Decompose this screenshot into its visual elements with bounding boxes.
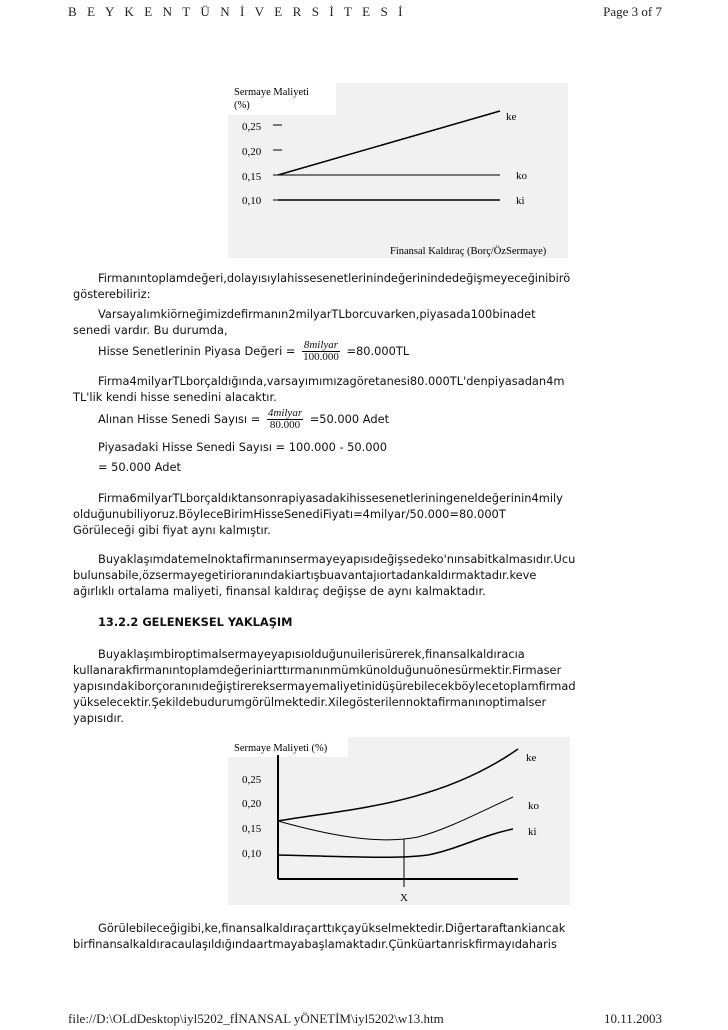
text-line: Görülebileceğigibi,ke,finansalkaldıraçarttıkçayükselmektedir.Diğertaraftankiancak: [98, 921, 566, 935]
paragraph-1: [73, 270, 664, 302]
text-line: kullanarakfirmanıntoplamdeğeriniarttırmanınmümkünolduğunuönesürmektir.Firmaser: [73, 663, 562, 677]
text-line: Firmanıntoplamdeğeri,dolayısıylahissesenetlerinindeğerinindedeğişmeyeceğinibirö: [98, 271, 571, 285]
text-line: Buyaklaşımdatemelnoktafirmanınsermayeyapısıdeğişsedeko'nınsabitkalmasıdır.Ucu: [98, 552, 576, 566]
fraction-numerator: 4milyar: [267, 407, 303, 419]
fig1-xlabel: Finansal Kaldıraç (Borç/ÖzSermaye): [390, 246, 547, 257]
fraction: [267, 408, 303, 431]
fig2-ki-label: ki: [528, 826, 537, 838]
text-line: gösterebiliriz:: [73, 287, 151, 301]
figure-1: [228, 83, 568, 258]
paragraph-7: [73, 920, 664, 952]
formula-result: =50.000 Adet: [309, 412, 390, 426]
fraction: [302, 340, 340, 363]
text-market-shares: Piyasadaki Hisse Senedi Sayısı = 100.000 - 50.000: [98, 440, 388, 454]
formula-result: =80.000TL: [346, 344, 410, 358]
text-line: yapısıdır.: [73, 711, 124, 725]
text-line: ağırlıklı ortalama maliyeti, finansal kaldıraç değişse de aynı kalmaktadır.: [73, 584, 486, 598]
fig2-tick: 0,15: [242, 823, 262, 835]
text-line: olduğunubiliyoruz.BöyleceBirimHisseSenediFiyatı=4milyar/50.000=80.000T: [73, 507, 506, 521]
text-line: Firma4milyarTLborçaldığında,varsayımımızagöretanesi80.000TL'denpiyasadan4m: [98, 374, 565, 388]
section-heading: 13.2.2 GELENEKSEL YAKLAŞIM: [98, 615, 293, 629]
fig2-ke-label: ke: [526, 752, 537, 764]
fig1-tick: 0,20: [242, 146, 262, 158]
fraction-numerator: 8milyar: [303, 339, 339, 351]
figure-2: [228, 737, 570, 905]
fig1-tick: 0,10: [242, 195, 262, 207]
text-line: senedi vardır. Bu durumda,: [73, 323, 228, 337]
formula-bought-shares: [73, 408, 389, 431]
fig1-tick: 0,15: [242, 171, 262, 183]
paragraph-6: [73, 646, 664, 726]
fig2-x-marker-label: X: [400, 892, 408, 904]
text-share-result: = 50.000 Adet: [98, 460, 181, 474]
page-number: Page 3 of 7: [603, 4, 662, 19]
text-line: yapısındakiborçoranınıdeğiştirereksermayemaliyetinidüşürebilecekböylecetoplamfirmad: [73, 679, 576, 693]
text-line: TL'lik kendi hisse senedini alacaktır.: [73, 390, 277, 404]
university-header: B E Y K E N T Ü N İ V E R S İ T E S İ: [68, 4, 407, 19]
fig1-ko-label: ko: [516, 170, 527, 182]
fig2-ko-curve: [278, 797, 513, 840]
fraction-denominator: 100.000: [303, 351, 339, 363]
fig1-ylabel-unit: (%): [234, 100, 250, 111]
file-path: file://D:\OLdDesktop\iyl5202_fİNANSAL yÖNETİM\iyl5202\w13.htm: [68, 1011, 444, 1026]
fig1-ki-label: ki: [516, 195, 525, 207]
fig1-ke-label: ke: [506, 111, 517, 123]
fig2-tick: 0,10: [242, 848, 262, 860]
fig2-ylabel: Sermaye Maliyeti (%): [234, 743, 328, 754]
formula-market-value: [73, 340, 409, 363]
formula-label: Alınan Hisse Senedi Sayısı =: [98, 412, 261, 426]
fig1-ke-line: [278, 111, 500, 175]
fraction-denominator: 80.000: [267, 419, 303, 431]
paragraph-5: [73, 551, 664, 599]
fig2-tick: 0,25: [242, 774, 262, 786]
formula-label: Hisse Senetlerinin Piyasa Değeri =: [98, 344, 296, 358]
fig2-tick: 0,20: [242, 798, 262, 810]
text-line: yükselecektir.Şekildebudurumgörülmektedir.Xilegösterilennoktafirmanınoptimalser: [73, 695, 547, 709]
fig1-ylabel: Sermaye Maliyeti: [234, 87, 309, 98]
text-line: Buyaklaşımbiroptimalsermayeyapısıolduğunuilerisürerek,finansalkaldıracıa: [98, 647, 525, 661]
document-body: [68, 0, 664, 1030]
fig1-tick: 0,25: [242, 121, 262, 133]
fig2-ke-curve: [278, 749, 518, 821]
text-line: Görüleceği gibi fiyat aynı kalmıştır.: [73, 523, 271, 537]
text-line: Varsayalımkiörneğimizdefirmanın2milyarTLborcuvarken,piyasada100binadet: [98, 307, 536, 321]
text-line: bulunsabile,özsermayegetirioranındakiartışbuavantajıortadankaldırmaktadır.keve: [73, 568, 537, 582]
text-line: birfinansalkaldıracaulaşıldığındaartmayabaşlamaktadır.Çünküartanriskfirmayıdaharis: [73, 937, 557, 951]
print-date: 10.11.2003: [603, 1011, 662, 1026]
fig2-ki-curve: [278, 829, 513, 857]
paragraph-3: [73, 373, 664, 405]
text-line: Firma6milyarTLborçaldıktansonrapiyasadakihissesenetleriningeneldeğerinin4mily: [98, 491, 563, 505]
paragraph-4: [73, 490, 664, 538]
paragraph-2: [73, 306, 664, 338]
fig2-ko-label: ko: [528, 800, 539, 812]
